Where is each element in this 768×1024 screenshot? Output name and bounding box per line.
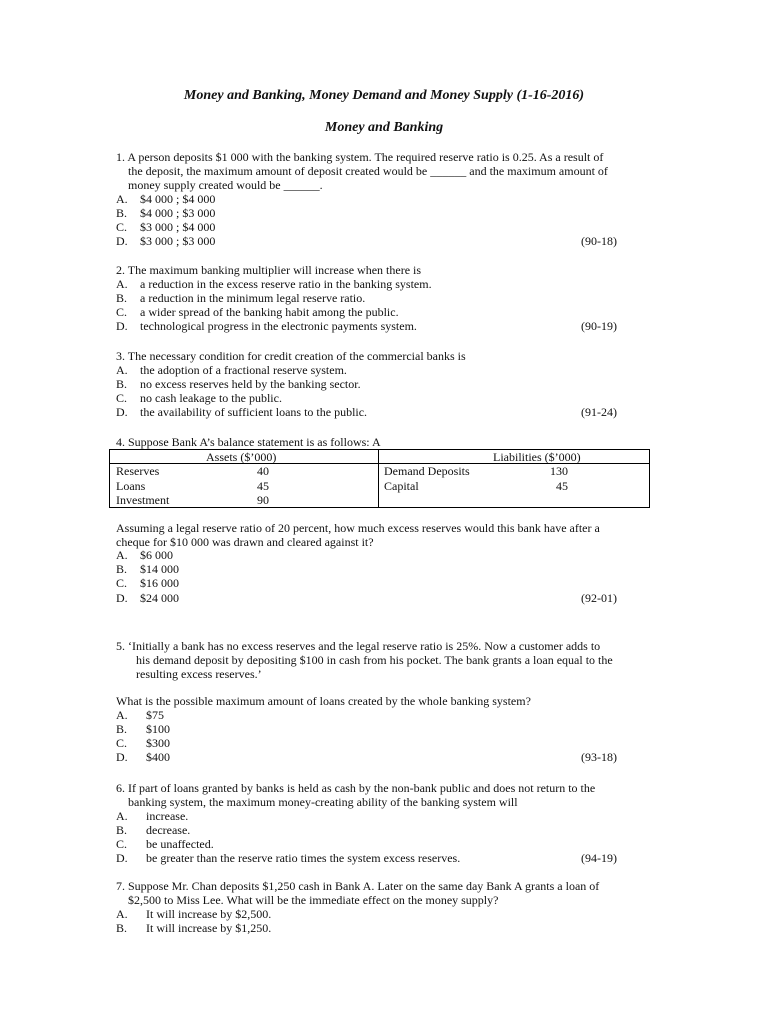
assets-header: Assets ($’000) (206, 450, 277, 464)
question-1-text: the deposit, the maximum amount of deposit created would be ______ and the maximum amount of (128, 164, 608, 178)
question-code: (93-18) (581, 750, 617, 764)
question-5-text: resulting excess reserves.’ (136, 667, 262, 681)
question-7-text: 7. Suppose Mr. Chan deposits $1,250 cash in Bank A. Later on the same day Bank A grants a loan of (116, 879, 600, 893)
document-title: Money and Banking, Money Demand and Money Supply (1-16-2016) (183, 88, 585, 103)
liability-value: 130 (550, 464, 568, 478)
liability-label: Capital (384, 479, 419, 493)
asset-value: 90 (257, 493, 269, 507)
question-code: (91-24) (581, 405, 617, 419)
question-7-text: $2,500 to Miss Lee. What will be the immediate effect on the money supply? (128, 893, 499, 907)
question-4-text: cheque for $10 000 was drawn and cleared against it? (116, 535, 374, 549)
question-code: (94-19) (581, 851, 617, 865)
question-4-text: Assuming a legal reserve ratio of 20 percent, how much excess reserves would this bank have after a (116, 521, 600, 535)
balance-sheet-table (109, 449, 650, 508)
section-title: Money and Banking (324, 120, 444, 135)
question-1-text: money supply created would be ______. (128, 178, 323, 192)
question-6-text: 6. If part of loans granted by banks is held as cash by the non-bank public and does not return to the (116, 781, 596, 795)
question-5-prompt: What is the possible maximum amount of loans created by the whole banking system? (116, 694, 531, 708)
asset-value: 45 (257, 479, 269, 493)
question-1-text: 1. A person deposits $1 000 with the banking system. The required reserve ratio is 0.25. As a result of (116, 150, 604, 164)
question-code: (90-18) (581, 234, 617, 248)
asset-label: Reserves (116, 464, 160, 478)
asset-value: 40 (257, 464, 269, 478)
question-code: (90-19) (581, 319, 617, 333)
question-2-text: 2. The maximum banking multiplier will increase when there is (116, 263, 422, 277)
liability-label: Demand Deposits (384, 464, 470, 478)
table-divider (378, 450, 379, 507)
document-page: Money and Banking, Money Demand and Money Supply (1-16-2016) Money and Banking 1. A person deposits $1 000 with the banking system. The required reserve ratio is 0.25. As a result of the deposit, the maximum amount of deposit created would be ______ and the maximum amount of money supply created would be ______. A. $4 000 ; $4 000 B. $4 000 ; $3 000 C. $3 000 ; $4 000 D. $3 000 ; $3 000 (90-18) 2. The maximum banking multiplier will increase when there is A. a reduction in the excess reserve ratio in the banking system. B. a reduction in the minimum legal reserve ratio. C. a wider spread of the banking habit among the public. D. technological progress in the electronic payments system. (90-19) 3. The necessary condition for credit creation of the commercial banks is A. the adoption of a fractional reserve system. B. no excess reserves held by the banking sector. C. no cash leakage to the public. D. the availability of sufficient loans to the public. (91-24) 4. Suppose Bank A’s balance statement is as follows: A Assets ($’000) Liabilities ($’000) Reserves 40 Loans 45 Investment 90 Demand Deposits 130 Capital 45 Assuming a legal reserve ratio of 20 percent, how much excess reserves would this bank have after a cheque for $10 000 was drawn and cleared against it? A. $6 000 B. $14 000 C. $16 000 D. $24 000 (92-01) 5. ‘Initially a bank has no excess reserves and the legal reserve ratio is 25%. Now a customer adds to his demand deposit by depositing $100 in cash from his pocket. The bank grants a loan equal to the resulting excess reserves.’ What is the possible maximum amount of loans created by the whole banking system? A. $75 B. $100 C. $300 D. $400 (93-18) 6. If part of loans granted by banks is held as cash by the non-bank public and does not return to the banking system, the maximum money-creating ability of the banking system will A. increase. B. decrease. C. be unaffected. D. be greater than the reserve ratio times the system excess reserves. (94-19) 7. Suppose Mr. Chan deposits $1,250 cash in Bank A. Later on the same day Bank A grants a loan of $2,500 to Miss Lee. What will be the immediate effect on the money supply? A. It will increase by $2,500. B. It will increase by $1,250. (0, 0, 768, 1024)
question-3-text: 3. The necessary condition for credit creation of the commercial banks is (116, 349, 466, 363)
question-5-text: 5. ‘Initially a bank has no excess reserves and the legal reserve ratio is 25%. Now a customer adds to (116, 639, 601, 653)
asset-label: Investment (116, 493, 170, 507)
question-code: (92-01) (581, 591, 617, 605)
asset-label: Loans (116, 479, 146, 493)
question-5-text: his demand deposit by depositing $100 in cash from his pocket. The bank grants a loan equal to the (136, 653, 613, 667)
liabilities-header: Liabilities ($’000) (493, 450, 581, 464)
liability-value: 45 (556, 479, 568, 493)
question-4-intro: 4. Suppose Bank A’s balance statement is as follows: A (116, 435, 381, 449)
question-6-text: banking system, the maximum money-creating ability of the banking system will (128, 795, 518, 809)
